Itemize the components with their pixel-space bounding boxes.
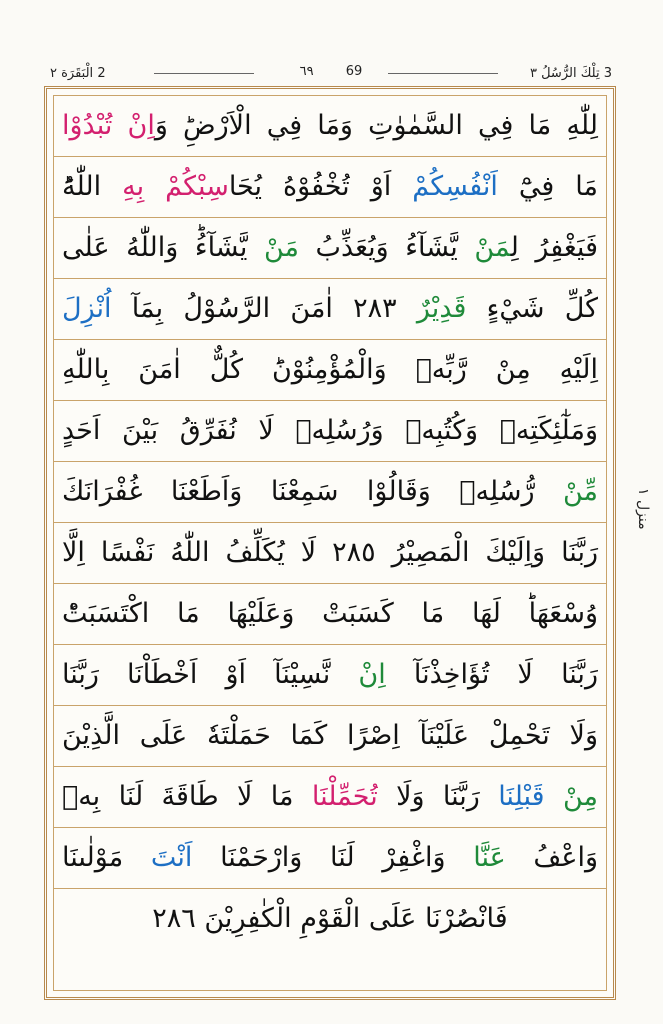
line-7-part-1: مِّنْ bbox=[562, 476, 598, 507]
line-12-part-6: مَا لَا طَاقَةَ لَنَا بِهٖ bbox=[62, 781, 312, 812]
line-12-part-4: رَبَّنَا وَلَا bbox=[377, 781, 499, 812]
text-line-10 bbox=[54, 645, 606, 706]
page-header bbox=[44, 62, 618, 84]
text-line-13 bbox=[54, 828, 606, 889]
line-14-part-1: فَانْصُرْنَا عَلَى الْقَوْمِ الْكٰفِرِيْنَ ٢٨٦ bbox=[152, 903, 508, 934]
line-12-part-5: تُحَمِّلْنَا bbox=[311, 781, 378, 812]
line-2-part-7: اللّٰهُؕ bbox=[62, 171, 123, 202]
line-13-part-2: عَنَّا bbox=[473, 842, 506, 873]
line-3-part-3: يَّشَآءُ وَيُعَذِّبُ bbox=[298, 232, 475, 263]
header-rule-right bbox=[388, 73, 498, 74]
text-line-2 bbox=[54, 157, 606, 218]
text-line-1 bbox=[54, 96, 606, 157]
text-line-12 bbox=[54, 767, 606, 828]
line-3-part-4: مَنْ bbox=[263, 232, 299, 263]
line-3-part-5: يَّشَآءُؕ وَاللّٰهُ عَلٰى bbox=[62, 232, 264, 263]
line-13-part-5: مَوْلٰىنَا bbox=[62, 842, 151, 873]
line-9-part-1: وُسْعَهَاؕ لَهَا مَا كَسَبَتْ وَعَلَيْهَا مَا اكْتَسَبَتْؕ bbox=[62, 598, 598, 629]
line-4-part-2: قَدِيْرٌ bbox=[416, 293, 467, 324]
text-line-3 bbox=[54, 218, 606, 279]
line-12-space bbox=[545, 781, 563, 812]
header-juz-label: 3 تِلْكَ الرُّسُلُ ٣ bbox=[529, 66, 612, 81]
line-13-part-4: اَنْتَ bbox=[150, 842, 193, 873]
line-1-part-4: تُبْدُوْا bbox=[62, 110, 113, 141]
line-2-part-4: سِبْكُمْ bbox=[165, 171, 229, 202]
line-12-part-1: مِنْ bbox=[562, 781, 598, 812]
line-10-part-3: نَّسِيْنَآ اَوْ اَخْطَاْنَا رَبَّنَا bbox=[62, 659, 359, 690]
header-surah-label: 2 الْبَقَرَة ٢ bbox=[50, 66, 106, 81]
text-line-6 bbox=[54, 401, 606, 462]
line-2-part-1: مَا فِيْٓ bbox=[497, 171, 598, 202]
line-13-part-1: وَاعْفُ bbox=[505, 842, 598, 873]
line-10-part-1: رَبَّنَا لَا تُؤَاخِذْنَآ bbox=[385, 659, 598, 690]
line-3-part-1: فَيَغْفِرُ لِ bbox=[510, 232, 598, 263]
line-12-part-3: قَبْلِنَا bbox=[498, 781, 545, 812]
header-page-numbers bbox=[44, 64, 618, 79]
text-line-4 bbox=[54, 279, 606, 340]
line-2-part-3: اَوْ تُخْفُوْهُ يُحَا bbox=[228, 171, 413, 202]
manzil-marker: منزل ١ bbox=[635, 488, 651, 530]
line-4-part-1: كُلِّ شَيْءٍ bbox=[466, 293, 598, 324]
text-line-9 bbox=[54, 584, 606, 645]
line-2-part-2: اَنْفُسِكُمْ bbox=[412, 171, 498, 202]
line-8-part-1: رَبَّنَا وَاِلَيْكَ الْمَصِيْرُ ٢٨٥ لَا يُكَلِّفُ اللّٰهُ نَفْسًا اِلَّا bbox=[62, 537, 599, 568]
line-2-part-6: بِهِ bbox=[122, 171, 145, 202]
line-5-part-1: اِلَيْهِ مِنْ رَّبِّهٖ وَالْمُؤْمِنُوْنَؕ كُلٌّ اٰمَنَ بِاللّٰهِ bbox=[62, 354, 598, 385]
text-line-8 bbox=[54, 523, 606, 584]
text-line-11 bbox=[54, 706, 606, 767]
line-7-part-2: رُّسُلِهٖ وَقَالُوْا سَمِعْنَا وَاَطَعْنَا غُفْرَانَكَ bbox=[62, 476, 563, 507]
page-number: 69 bbox=[345, 64, 363, 79]
line-1-part-2: اِنْ bbox=[127, 110, 155, 141]
page-number-arabic: ٦٩ bbox=[299, 64, 314, 79]
line-13-part-3: وَاغْفِرْ لَنَا وَارْحَمْنَا bbox=[192, 842, 474, 873]
text-line-7 bbox=[54, 462, 606, 523]
line-1-space bbox=[112, 110, 127, 141]
line-6-part-1: وَمَلٰٓئِكَتِهٖ وَكُتُبِهٖ وَرُسُلِهٖ لَا نُفَرِّقُ بَيْنَ اَحَدٍ bbox=[62, 415, 598, 446]
line-10-part-2: اِنْ bbox=[358, 659, 386, 690]
text-line-5 bbox=[54, 340, 606, 401]
text-area bbox=[53, 95, 607, 991]
text-line-14 bbox=[54, 889, 606, 950]
page-frame bbox=[44, 86, 616, 1000]
line-2-space bbox=[144, 171, 165, 202]
line-3-part-2: مَنْ bbox=[474, 232, 511, 263]
line-4-part-4: اُنْزِلَ bbox=[62, 293, 112, 324]
line-1-part-1: لِلّٰهِ مَا فِي السَّمٰوٰتِ وَمَا فِي الْاَرْضِؕ وَ bbox=[154, 110, 598, 141]
line-4-part-3: ٢٨٣ اٰمَنَ الرَّسُوْلُ بِمَآ bbox=[111, 293, 417, 324]
line-11-part-1: وَلَا تَحْمِلْ عَلَيْنَآ اِصْرًا كَمَا حَمَلْتَهٗ عَلَى الَّذِيْنَ bbox=[62, 720, 598, 751]
